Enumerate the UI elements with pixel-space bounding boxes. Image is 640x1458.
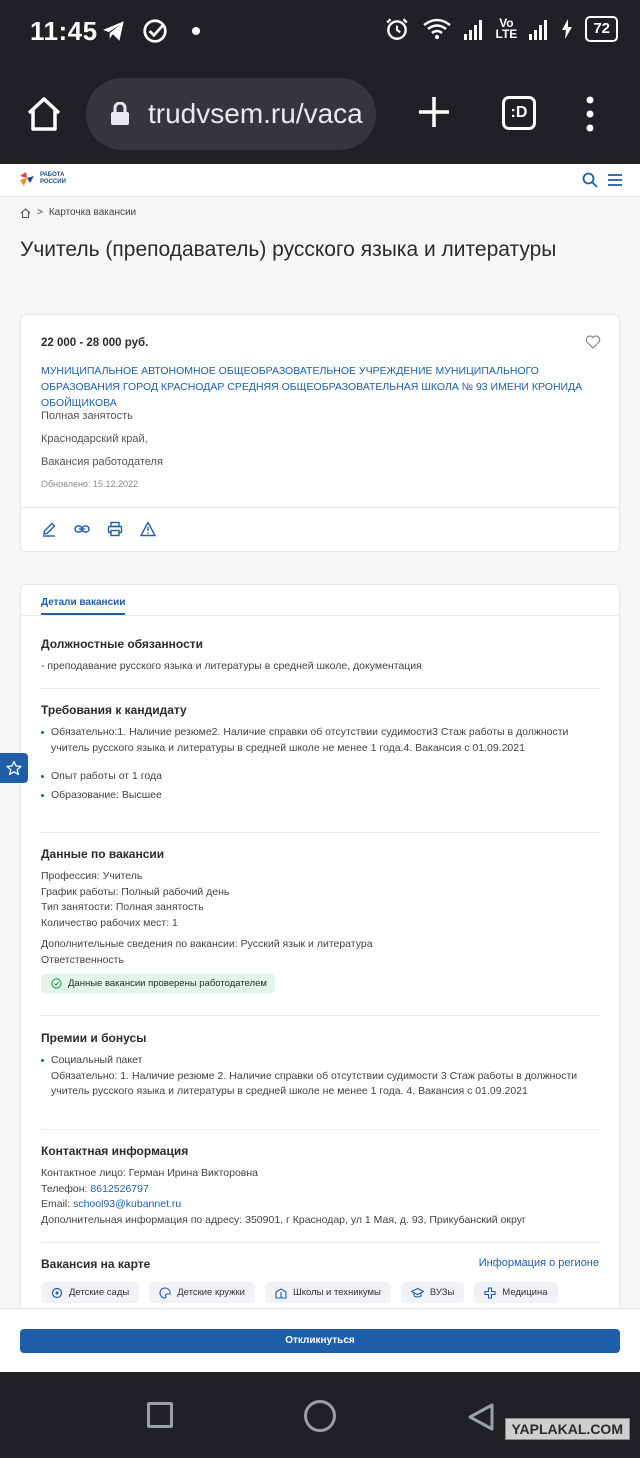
card-actions [41,521,156,537]
page-title: Учитель (преподаватель) русского языка и литературы [20,238,557,261]
chip-label: Детские кружки [177,1287,245,1298]
salary: 22 000 - 28 000 руб. [41,337,149,349]
logo-text-line1: РАБОТА [40,172,65,178]
address-bar[interactable] [86,78,376,150]
search-icon[interactable] [582,172,598,188]
vacancy-summary-card [20,314,620,552]
divider [41,1015,601,1016]
email-label: Email: [41,1198,74,1210]
palette-icon [159,1287,171,1299]
chip-label: ВУЗы [429,1287,455,1298]
medical-cross-icon [484,1287,496,1299]
divider [41,688,601,689]
schedule: График работы: Полный рабочий день [41,885,230,898]
battery-level: 72 [585,16,618,42]
workplaces: Количество рабочих мест: 1 [41,916,178,929]
url-text: trudvsem.ru/vaca [148,98,363,129]
verified-badge [41,974,275,993]
system-nav-bar [0,1372,640,1458]
tab-switcher-button[interactable]: :D [502,96,536,130]
contacts-title: Контактная информация [41,1144,189,1158]
requirements-title: Требования к кандидату [41,703,187,717]
phone-link[interactable]: 8612526797 [90,1182,149,1195]
telegram-icon [100,18,128,44]
sticky-action-bar [0,1308,640,1372]
requirements-section [41,703,601,803]
duties-text: - преподавание русского языка и литературы в средней школе, документация [41,660,422,672]
chip-medicine[interactable] [474,1282,557,1303]
chip-schools[interactable] [265,1282,391,1303]
edit-icon[interactable] [41,521,57,537]
company-link[interactable]: МУНИЦИПАЛЬНОЕ АВТОНОМНОЕ ОБЩЕОБРАЗОВАТЕЛЬНОЕ УЧРЕЖДЕНИЕ МУНИЦИПАЛЬНОГО ОБРАЗОВАНИЯ ГОРОД КРАСНОДАР СРЕДНЯЯ ОБЩЕОБРАЗОВАТЕЛЬНАЯ ШКОЛА № 93 ИМЕНИ КРОНИДА ОБОЙЩИКОВА [41,365,583,409]
vacancy-source: Вакансия работодателя [41,456,163,468]
more-vert-icon[interactable] [582,94,598,134]
home-breadcrumb-icon[interactable] [20,208,31,218]
verified-badge-label: Данные вакансии проверены работодателем [68,978,267,989]
vacancy-data-section [41,847,601,994]
site-header [0,164,640,197]
site-logo[interactable] [18,170,66,188]
charging-icon [561,19,573,39]
school-icon [275,1287,287,1299]
bonuses-section [41,1031,601,1100]
home-icon[interactable] [24,94,64,134]
home-nav-button[interactable] [304,1400,336,1432]
requirement-item: Опыт работы от 1 года [41,769,601,785]
signal-icon [529,18,549,40]
employment-type: Тип занятости: Полная занятость [41,901,204,913]
logo-text-line2: РОССИИ [40,179,66,185]
chip-kindergartens[interactable] [41,1282,139,1303]
contacts-section [41,1144,601,1228]
web-page [0,164,640,1308]
status-bar [0,0,640,66]
divider [41,1242,601,1243]
requirement-item: Обязательно:1. Наличие резюме2. Наличие справки об отсутствии судимости3 Стаж работы в должности учитель русского языка и литературы в средней школе не менее 1 года.4. Вакансия с 01.09.2021 [41,725,601,756]
vacancy-data-title: Данные по вакансии [41,847,165,861]
watermark: YAPLAKAL.COM [505,1418,631,1440]
phone-row [41,1182,601,1198]
updated-date: Обновлено: 15.12.2022 [41,479,138,489]
tab-underline [21,615,619,616]
tab-details[interactable]: Детали вакансии [41,597,125,615]
chip-label: Детские сады [69,1287,130,1298]
check-circle-icon [51,978,62,989]
breadcrumb-current: Карточка вакансии [48,207,137,218]
requirement-item: Образование: Высшее [41,788,601,804]
bonus-item: Социальный пакет [41,1053,601,1069]
browser-toolbar [0,66,640,164]
contact-person: Контактное лицо: Герман Ирина Викторовна [41,1167,259,1179]
responsibility: Ответственность [41,953,124,966]
bonus-text: Обязательно: 1. Наличие резюме 2. Наличие справки об отсутствии судимости 3 Стаж работы в должности учитель русского языка и литературы в средней школе не менее 1 года. 4. Вакансия с 01.09.2021 [51,1069,578,1097]
wifi-icon [422,17,452,41]
divider [41,832,601,833]
map-title: Вакансия на карте [41,1257,151,1271]
logo-mark-icon [18,170,36,188]
email-link[interactable]: school93@kubannet.ru [73,1198,182,1210]
breadcrumb [20,207,136,218]
hamburger-menu-icon[interactable] [608,174,622,186]
region-info-link[interactable]: Информация о регионе [478,1257,599,1269]
chip-clubs[interactable] [149,1282,255,1303]
dot-icon [192,27,200,35]
duties-section [41,637,601,675]
lock-icon [110,102,130,126]
respond-button[interactable]: Откликнуться [20,1329,620,1353]
phone-label: Телефон: [41,1182,91,1195]
chip-label: Школы и техникумы [292,1287,381,1298]
plus-icon[interactable] [414,92,454,132]
vacancy-details-card [20,584,620,1308]
region: Краснодарский край, [41,433,148,445]
chip-universities[interactable] [401,1282,464,1303]
alarm-icon [384,16,410,42]
employment: Полная занятость [41,410,133,422]
kindergarten-icon [51,1287,63,1299]
breadcrumb-separator: > [37,207,43,218]
signal-icon [464,18,484,40]
map-filter-chips [41,1282,558,1303]
recents-button[interactable] [147,1402,173,1428]
address: Дополнительная информация по адресу: 350901, г Краснодар, ул 1 Мая, д. 93, Прикубанский округ [41,1213,526,1226]
divider [41,1129,601,1130]
email-row [41,1197,601,1213]
extra-info: Дополнительные сведения по вакансии: Русский язык и литература [41,938,373,950]
heart-icon[interactable] [585,335,601,349]
status-time: 11:45 [30,16,98,46]
side-favorites-button[interactable] [0,753,28,783]
volte-label: Vo LTE [495,16,518,41]
check-circle-icon [142,18,168,44]
graduation-cap-icon [411,1287,424,1299]
bonuses-title: Премии и бонусы [41,1031,147,1045]
back-icon[interactable] [466,1402,496,1432]
star-icon [6,760,22,776]
link-icon[interactable] [74,521,90,537]
warning-icon[interactable] [140,521,156,537]
divider [21,507,619,508]
profession: Профессия: Учитель [41,870,143,882]
print-icon[interactable] [107,521,123,537]
chip-label: Медицина [502,1287,548,1298]
duties-title: Должностные обязанности [41,637,203,651]
